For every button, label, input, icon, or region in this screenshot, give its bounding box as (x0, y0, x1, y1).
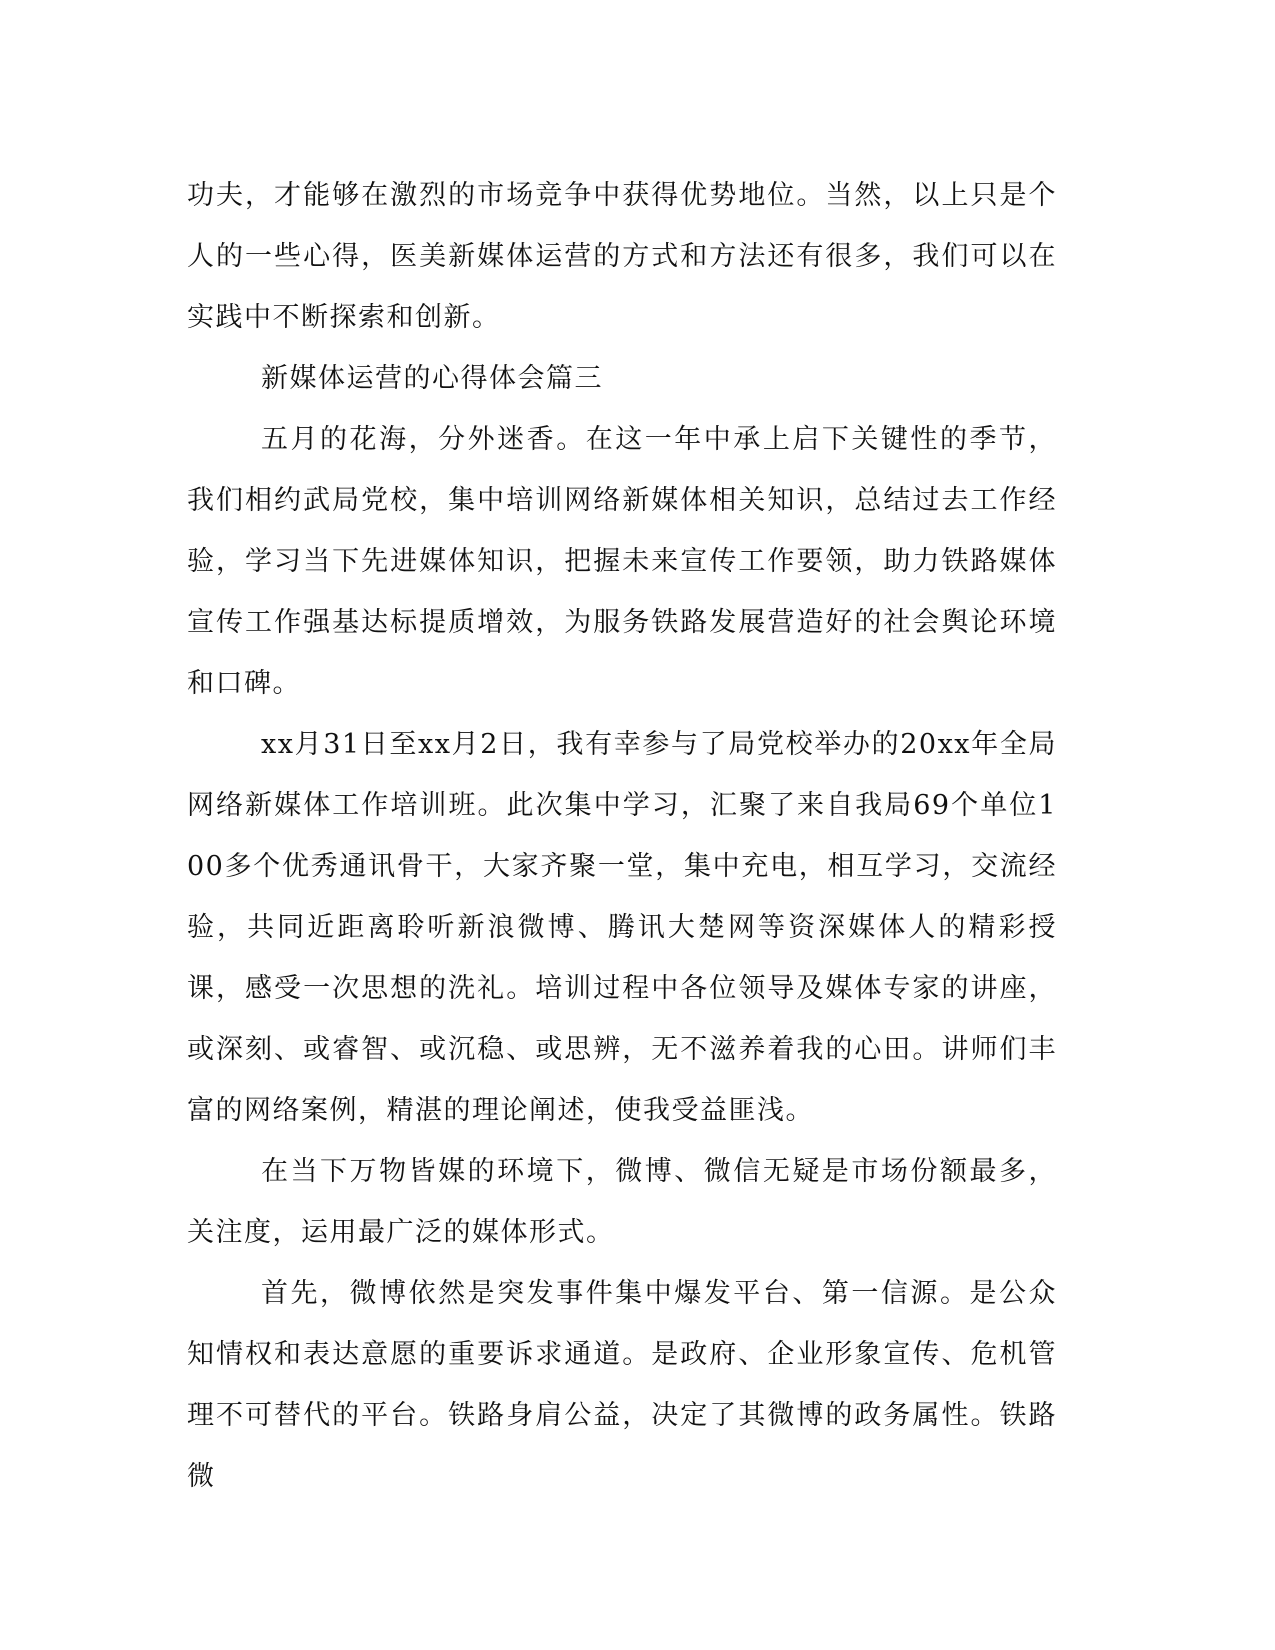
paragraph-continuation: 功夫，才能够在激烈的市场竞争中获得优势地位。当然，以上只是个人的一些心得，医美新媒体运营的方式和方法还有很多，我们可以在实践中不断探索和创新。 (187, 180, 1057, 333)
section-heading: 新媒体运营的心得体会篇三 (261, 363, 603, 394)
paragraph-may-training: 五月的花海，分外迷香。在这一年中承上启下关键性的季节，我们相约武局党校，集中培训网络新媒体相关知识，总结过去工作经验，学习当下先进媒体知识，把握未来宣传工作要领，助力铁路媒体宣传工作强基达标提质增效，为服务铁路发展营造好的社会舆论环境和口碑。 (187, 424, 1057, 699)
document-body (187, 165, 1057, 1507)
paragraph-media-environment: 在当下万物皆媒的环境下，微博、微信无疑是市场份额最多，关注度，运用最广泛的媒体形式。 (187, 1156, 1057, 1248)
paragraph-training-course: xx月31日至xx月2日，我有幸参与了局党校举办的20xx年全局网络新媒体工作培训班。此次集中学习，汇聚了来自我局69个单位100多个优秀通讯骨干，大家齐聚一堂，集中充电，相互学习，交流经验，共同近距离聆听新浪微博、腾讯大楚网等资深媒体人的精彩授课，感受一次思想的洗礼。培训过程中各位领导及媒体专家的讲座，或深刻、或睿智、或沉稳、或思辨，无不滋养着我的心田。讲师们丰富的网络案例，精湛的理论阐述，使我受益匪浅。 (187, 729, 1057, 1126)
paragraph-weibo: 首先，微博依然是突发事件集中爆发平台、第一信源。是公众知情权和表达意愿的重要诉求通道。是政府、企业形象宣传、危机管理不可替代的平台。铁路身肩公益，决定了其微博的政务属性。铁路微 (187, 1278, 1057, 1492)
